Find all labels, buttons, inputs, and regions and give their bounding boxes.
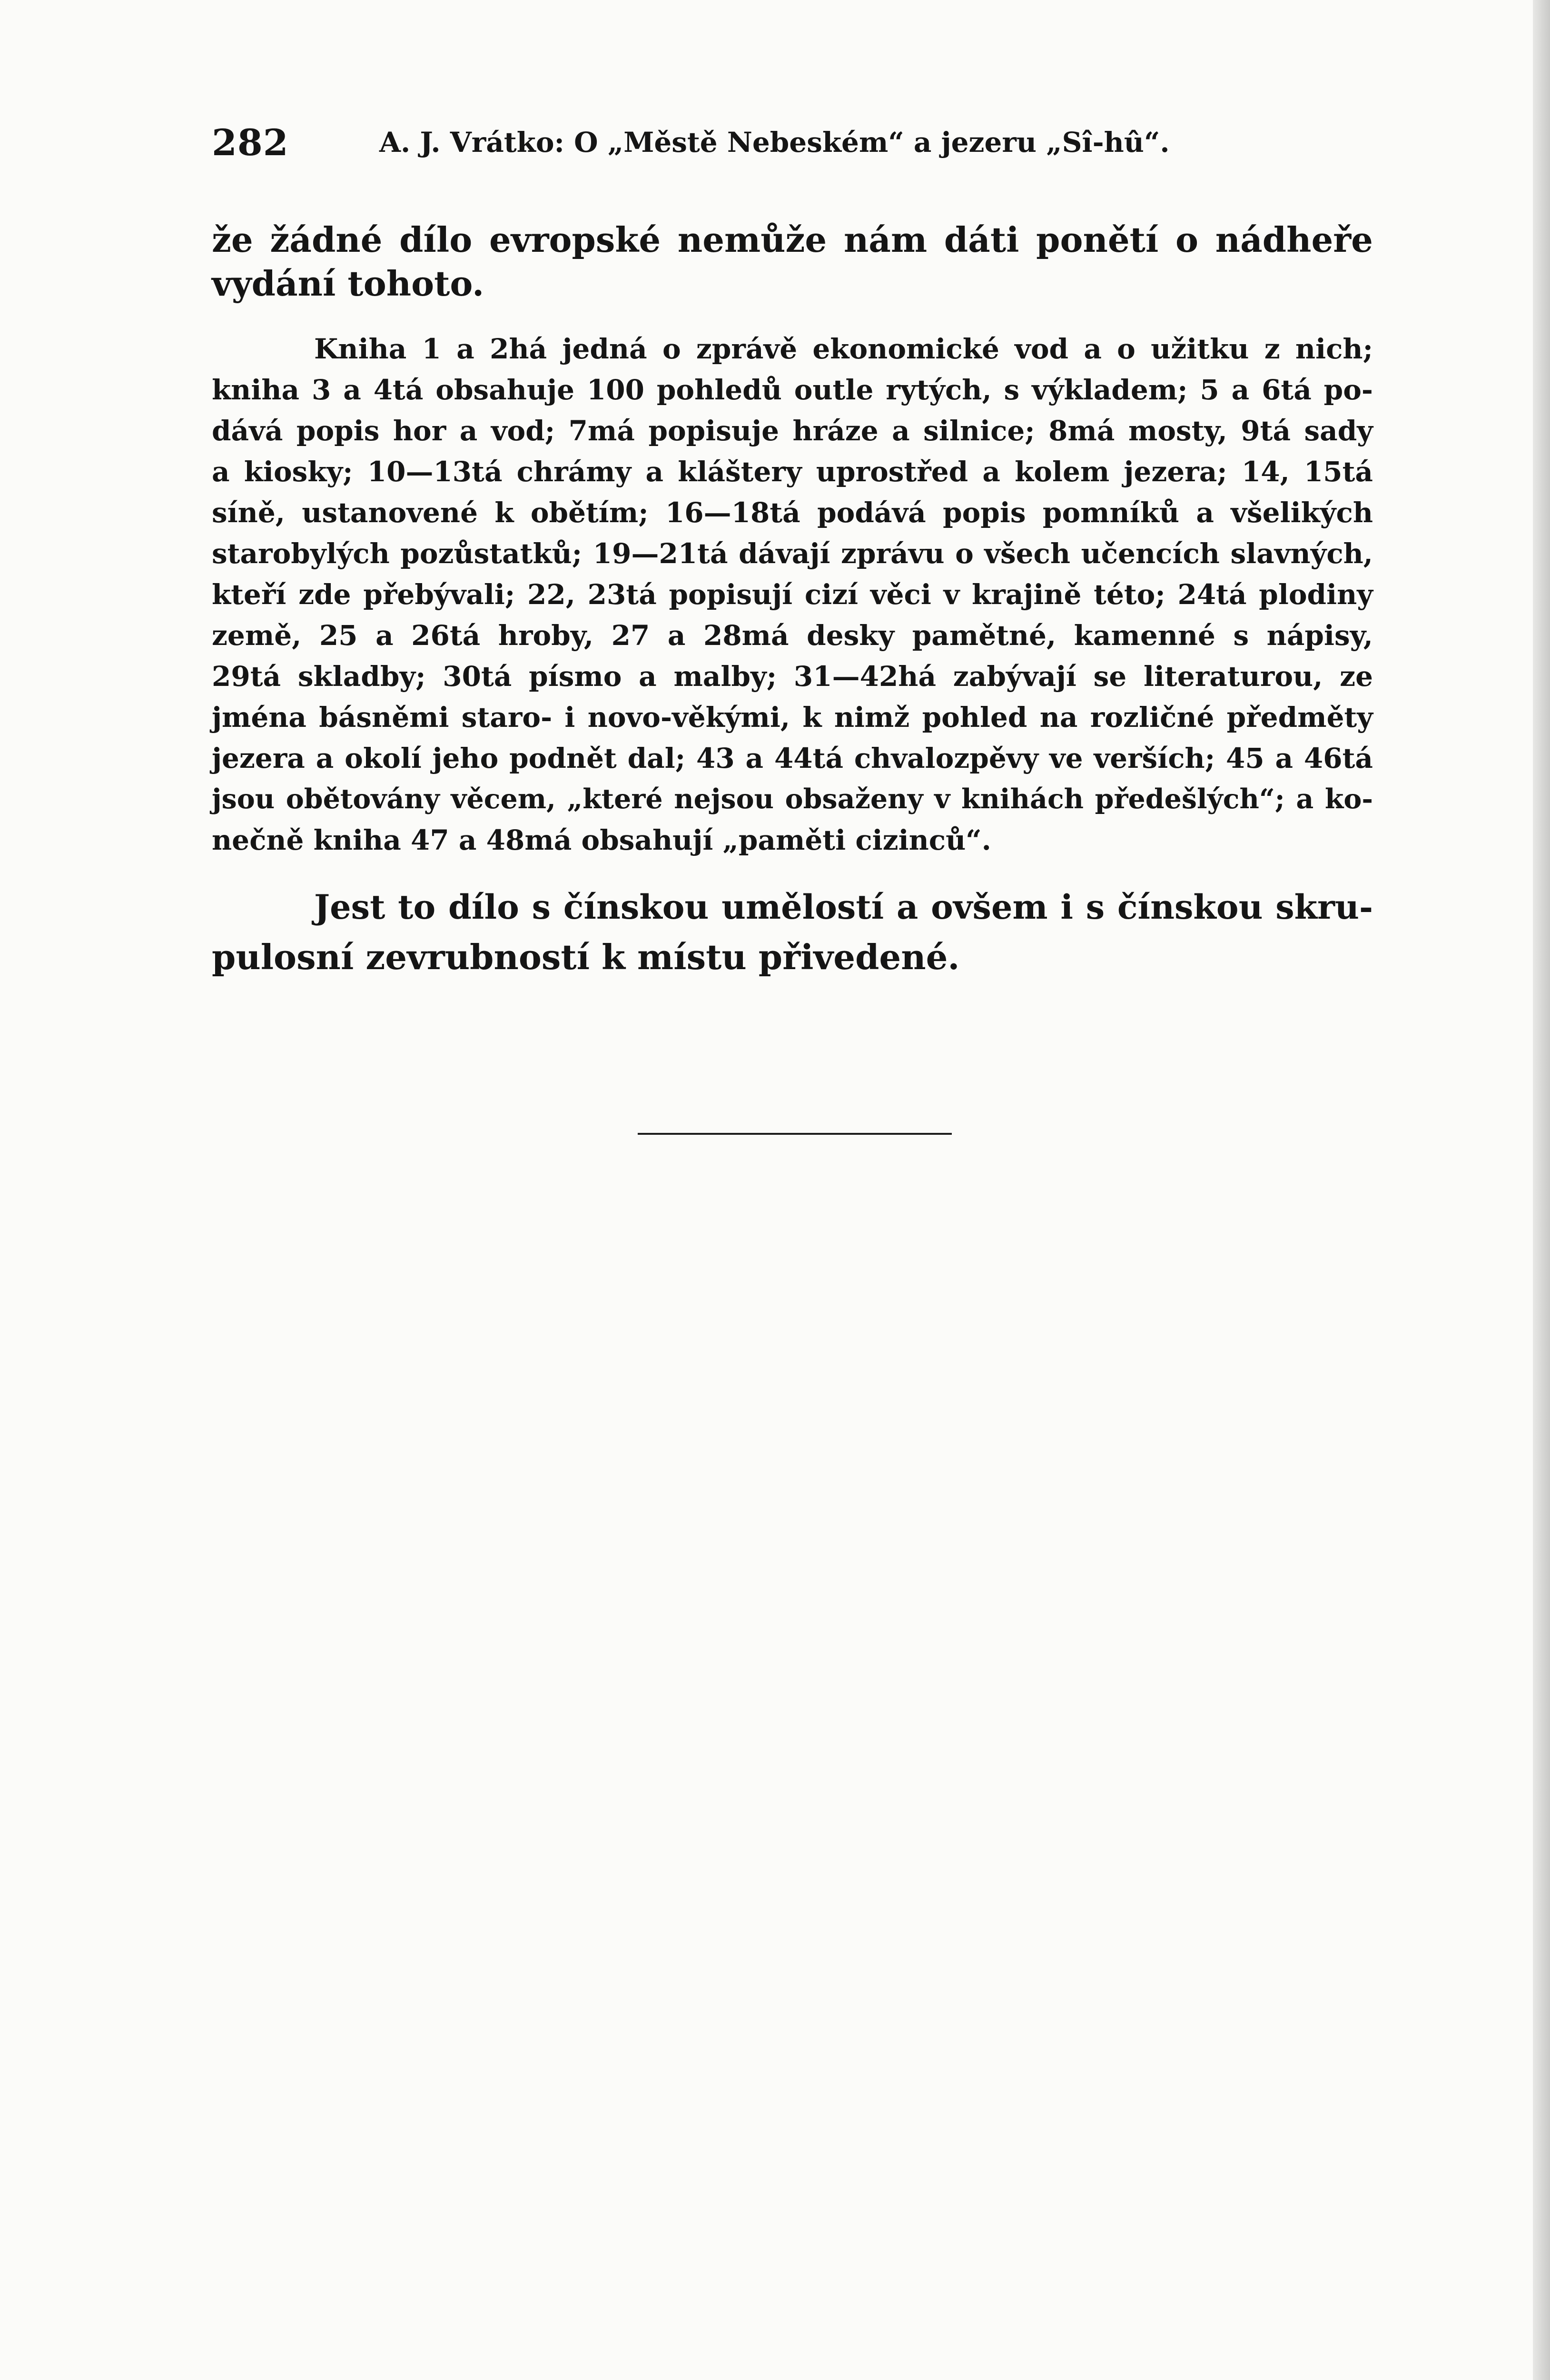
intro-line: že žádné dílo evropské nemůže nám dáti ponětí o nádheře	[212, 219, 1373, 260]
detail-line: starobylých pozůstatků; 19—21tá dávají zprávu o všech učencích slavných,	[212, 537, 1373, 570]
detail-line: síně, ustanovené k obětím; 16—18tá podává popis pomníků a všelikých	[212, 496, 1373, 529]
detail-line: Kniha 1 a 2há jedná o zprávě ekonomické vod a o užitku z nich;	[314, 333, 1373, 365]
section-divider-rule	[638, 1133, 952, 1135]
page-number: 282	[212, 121, 289, 164]
closing-line: pulosní zevrubností k místu přivedené.	[212, 937, 960, 977]
detail-line: a kiosky; 10—13tá chrámy a kláštery uprostřed a kolem jezera; 14, 15tá	[212, 456, 1373, 488]
detail-line: nečně kniha 47 a 48má obsahují „paměti cizinců“.	[212, 824, 991, 856]
running-title: A. J. Vrátko: O „Městě Nebeském“ a jezeru „Sî-hû“.	[379, 126, 1170, 159]
detail-line: jsou obětovány věcem, „které nejsou obsaženy v knihách předešlých“; a ko-	[212, 783, 1373, 815]
detail-line: jezera a okolí jeho podnět dal; 43 a 44tá chvalozpěvy ve verších; 45 a 46tá	[212, 742, 1373, 774]
page-edge-shadow	[1533, 0, 1550, 2380]
intro-line: vydání tohoto.	[212, 263, 484, 304]
closing-line: Jest to dílo s čínskou umělostí a ovšem i s čínskou skru-	[314, 887, 1373, 927]
detail-line: kniha 3 a 4tá obsahuje 100 pohledů outle rytých, s výkladem; 5 a 6tá po-	[212, 374, 1373, 406]
detail-line: jména básněmi staro- i novo-věkými, k nimž pohled na rozličné předměty	[212, 701, 1373, 734]
detail-line: dává popis hor a vod; 7má popisuje hráze a silnice; 8má mosty, 9tá sady	[212, 415, 1373, 447]
detail-line: 29tá skladby; 30tá písmo a malby; 31—42há zabývají se literaturou, ze	[212, 660, 1373, 693]
detail-line: země, 25 a 26tá hroby, 27 a 28má desky pamětné, kamenné s nápisy,	[212, 619, 1373, 652]
detail-line: kteří zde přebývali; 22, 23tá popisují cizí věci v krajině této; 24tá plodiny	[212, 578, 1373, 611]
page-header	[212, 121, 1373, 169]
